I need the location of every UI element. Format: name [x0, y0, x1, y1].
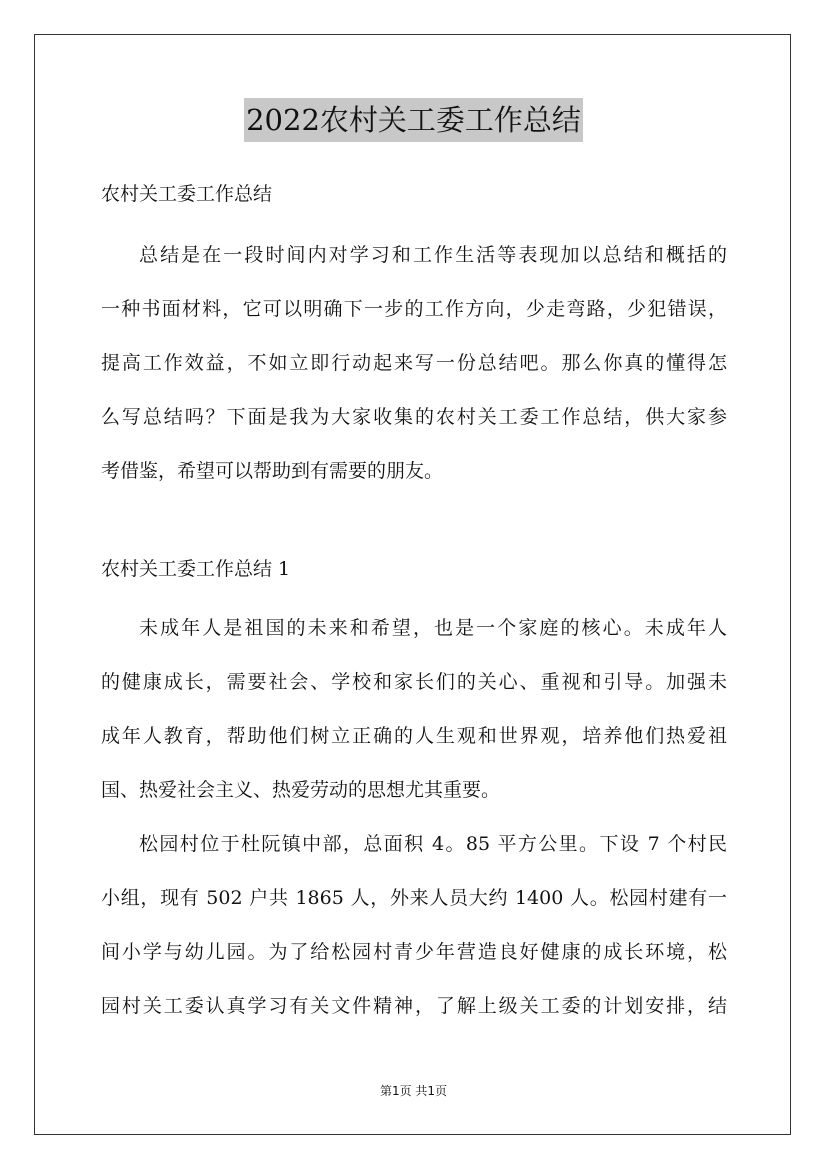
paragraph-line: 园村关工委认真学习有关文件精神，了解上级关工委的计划安排，结 — [101, 995, 727, 1017]
page-footer: 第1页 共1页 — [379, 1084, 448, 1098]
paragraph-line: 间小学与幼儿园。为了给松园村青少年营造良好健康的成长环境，松 — [101, 941, 727, 963]
paragraph-line: 松园村位于杜阮镇中部，总面积 4。85 平方公里。下设 7 个村民 — [139, 833, 727, 855]
paragraph-line: 的健康成长，需要社会、学校和家长们的关心、重视和引导。加强未 — [101, 671, 727, 693]
paragraph — [101, 228, 727, 498]
section-heading: 农村关工委工作总结 1 — [101, 558, 291, 580]
document-title: 2022农村关工委工作总结 — [244, 98, 583, 142]
paragraph-line: 小组，现有 502 户共 1865 人，外来人员大约 1400 人。松园村建有一 — [101, 887, 727, 909]
document-body — [101, 172, 727, 1033]
paragraph-line: 国、热爱社会主义、热爱劳动的思想尤其重要。 — [101, 779, 501, 801]
section-heading: 农村关工委工作总结 — [101, 183, 273, 205]
paragraph-line: 总结是在一段时间内对学习和工作生活等表现加以总结和概括的 — [139, 244, 727, 266]
paragraph-line: 未成年人是祖国的未来和希望，也是一个家庭的核心。未成年人 — [139, 617, 727, 639]
paragraph-line: 考借鉴，希望可以帮助到有需要的朋友。 — [101, 460, 444, 482]
title-container — [0, 98, 827, 142]
paragraph-line: 一种书面材料，它可以明确下一步的工作方向，少走弯路，少犯错误， — [101, 298, 727, 320]
paragraph-line: 么写总结吗？下面是我为大家收集的农村关工委工作总结，供大家参 — [101, 406, 727, 428]
paragraph-line: 提高工作效益，不如立即行动起来写一份总结吧。那么你真的懂得怎 — [101, 352, 727, 374]
paragraph-line: 成年人教育，帮助他们树立正确的人生观和世界观，培养他们热爱祖 — [101, 725, 727, 747]
paragraph — [101, 601, 727, 817]
paragraph — [101, 817, 727, 1033]
